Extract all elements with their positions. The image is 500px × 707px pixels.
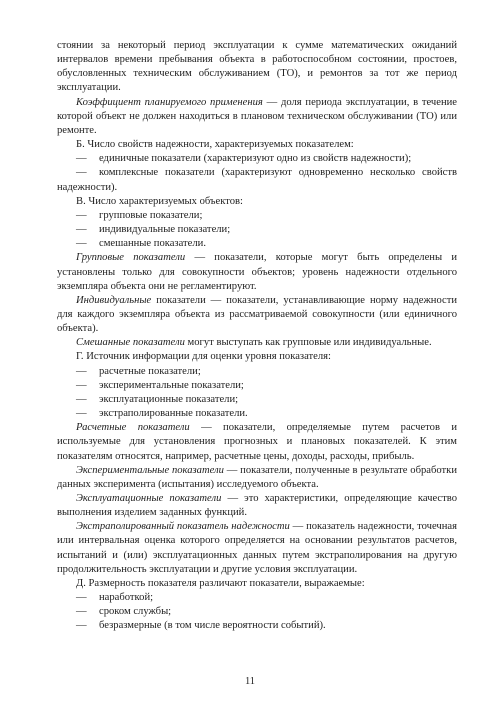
paragraph-individual-indicators bbox=[57, 294, 457, 336]
list-item bbox=[57, 209, 457, 223]
list-item bbox=[57, 365, 457, 379]
list-item bbox=[57, 379, 457, 393]
term-extrapolated-indicator: Экстраполированный показатель надежности bbox=[76, 521, 290, 533]
dash-bullet: — bbox=[76, 238, 87, 250]
definition-text: — это характеристики, определяющие качество выполнения изделием заданных функций. bbox=[57, 493, 457, 519]
paragraph-calculated-indicators bbox=[57, 421, 457, 463]
dash-bullet: — bbox=[76, 393, 87, 405]
term-mixed-indicators: Смешанные показатели bbox=[76, 337, 185, 349]
dash-bullet: — bbox=[76, 408, 87, 420]
list-item bbox=[57, 223, 457, 237]
list-item bbox=[57, 152, 457, 166]
list-item-text: групповые показатели; bbox=[99, 209, 203, 221]
dash-bullet: — bbox=[76, 592, 87, 604]
list-item bbox=[57, 393, 457, 407]
list-item-text: комплексные показатели (характеризуют одновременно несколько свойств надежности). bbox=[57, 167, 457, 193]
definition-text: — показатели, полученные в результате обработки данных эксперимента (испытания) исследуемого объекта. bbox=[57, 464, 457, 490]
paragraph-continuation: стоянии за некоторый период эксплуатации к сумме математических ожиданий интервалов времени пребывания объекта в работоспособном состоянии, простоев, обусловленных техническим обслуживанием (ТО), и ремонтов за тот же период эксплуатации. bbox=[57, 40, 457, 94]
heading-v: В. Число характеризуемых объектов: bbox=[76, 195, 243, 207]
heading-b: Б. Число свойств надежности, характеризуемых показателем: bbox=[76, 139, 354, 151]
paragraph-operational-indicators bbox=[57, 492, 457, 520]
term-group-indicators: Групповые показатели bbox=[76, 252, 186, 264]
list-item-text: экспериментальные показатели; bbox=[99, 379, 244, 391]
dash-bullet: — bbox=[76, 209, 87, 221]
list-item-text: сроком службы; bbox=[99, 606, 172, 618]
definition-text: показатели — показатели, устанавливающие норму надежности для каждого экземпляра объекта из рассматриваемой совокупности (или единичного объекта). bbox=[57, 294, 457, 335]
list-item bbox=[57, 166, 457, 194]
list-item-text: индивидуальные показатели; bbox=[99, 224, 231, 236]
list-item bbox=[57, 237, 457, 251]
list-item bbox=[57, 407, 457, 421]
definition-text: могут выступать как групповые или индивидуальные. bbox=[184, 337, 432, 349]
paragraph-group-indicators bbox=[57, 251, 457, 293]
list-item-text: эксплуатационные показатели; bbox=[99, 393, 239, 405]
heading-g: Г. Источник информации для оценки уровня показателя: bbox=[76, 351, 331, 363]
list-item-text: единичные показатели (характеризуют одно из свойств надежности); bbox=[99, 153, 412, 165]
term-individual-indicators: Индивидуальные bbox=[76, 294, 152, 306]
definition-text: — показатели, которые могут быть определены и установлены только для совокупности объектов; уровень надежности отдельного экземпляра объекта они не регламентируют. bbox=[57, 252, 457, 292]
list-item-text: смешанные показатели. bbox=[99, 238, 206, 250]
list-item-text: безразмерные (в том числе вероятности событий). bbox=[99, 620, 326, 632]
dash-bullet: — bbox=[76, 224, 87, 236]
page-body bbox=[57, 39, 457, 634]
term-planned-use-coefficient: Коэффициент планируемого применения bbox=[76, 96, 263, 108]
list-item bbox=[57, 619, 457, 633]
paragraph-mixed-indicators bbox=[57, 336, 457, 350]
definition-text: — доля периода эксплуатации, в течение которой объект не должен находиться в плановом техническом обслуживании (ТО) или ремонте. bbox=[57, 96, 458, 136]
definition-text: — показатель надежности, точечная или интервальная оценка которого определяется на основании результатов расчетов, испытаний и (или) эксплуатационных данных путем экстраполирования на другую продолжительность эксплуатации и другие условия эксплуатации. bbox=[57, 521, 457, 575]
list-item bbox=[57, 605, 457, 619]
dash-bullet: — bbox=[76, 606, 87, 618]
dash-bullet: — bbox=[76, 153, 87, 165]
heading-d: Д. Размерность показателя различают показатели, выражаемые: bbox=[76, 577, 365, 589]
paragraph-planned-use-coefficient bbox=[57, 96, 457, 138]
dash-bullet: — bbox=[76, 167, 87, 179]
paragraph-experimental-indicators bbox=[57, 464, 457, 492]
list-item-text: наработкой; bbox=[99, 592, 154, 604]
term-operational-indicators: Эксплуатационные показатели bbox=[76, 493, 222, 504]
dash-bullet: — bbox=[76, 379, 87, 391]
page-number: 11 bbox=[244, 676, 256, 687]
term-calculated-indicators: Расчетные показатели bbox=[76, 422, 190, 434]
term-experimental-indicators: Экспериментальные показатели bbox=[76, 464, 224, 476]
list-item bbox=[57, 591, 457, 605]
list-item-text: расчетные показатели; bbox=[99, 365, 201, 377]
list-item-text: экстраполированные показатели. bbox=[99, 408, 248, 420]
paragraph-extrapolated-indicator bbox=[57, 520, 457, 577]
dash-bullet: — bbox=[76, 620, 87, 632]
definition-text: — показатели, определяемые путем расчетов и используемые для установления прогнозных и плановых показателей. К этим показателям относятся, например, расчетные цены, доходы, расходы, прибыль. bbox=[57, 422, 457, 462]
dash-bullet: — bbox=[76, 365, 87, 377]
